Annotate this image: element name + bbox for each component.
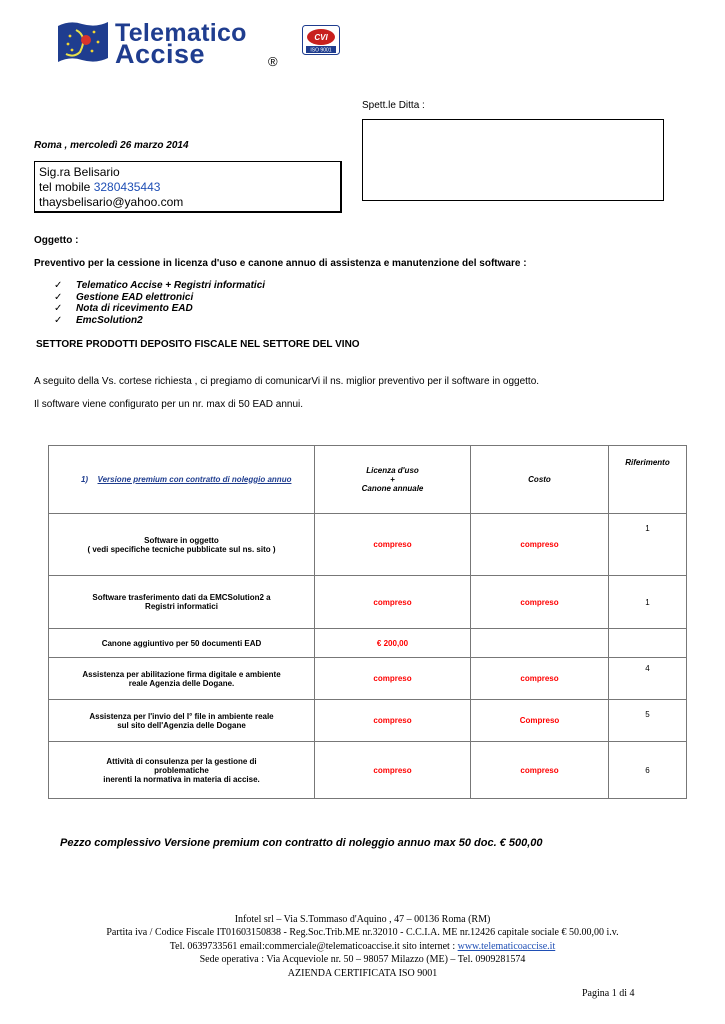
row-description — [49, 658, 315, 700]
column-header-cost: Costo — [471, 446, 609, 514]
row-license-value: € 200,00 — [315, 629, 471, 658]
row-license-value: compreso — [315, 576, 471, 629]
footer-contacts-text: Tel. 0639733561 email:commerciale@telematicoaccise.it sito internet : — [169, 940, 458, 952]
row-reference: 4 — [609, 658, 687, 700]
cvi-iso-certification-badge-icon — [302, 25, 340, 55]
configuration-paragraph: Il software viene configurato per un nr. max di 50 EAD annui. — [34, 399, 304, 410]
row-description — [49, 742, 315, 799]
row-cost-value: compreso — [471, 576, 609, 629]
product-list — [54, 280, 265, 326]
column-header-reference: Riferimento — [609, 446, 687, 514]
iso-badge-text: ISO 9001 — [310, 47, 332, 54]
telematico-accise-logo-icon — [56, 18, 110, 66]
row-description-line: Registri informatici — [145, 602, 218, 611]
recipient-label: Spett.le Ditta : — [362, 100, 425, 111]
footer-contacts — [0, 940, 725, 953]
checkmark-icon: ✓ — [54, 291, 63, 303]
footer-legal-info: Partita iva / Codice Fiscale IT01603150838 - Reg.Soc.Trib.ME nr.32010 - C.C.I.A. ME nr.12426 capitale sociale € 50.00,00 i.v. — [106, 927, 619, 939]
row-description-line: Assistenza per l'invio del I° file in ambiente reale — [89, 711, 274, 721]
logo-text-accise: Accise — [115, 39, 206, 69]
column-header-license-plus: + — [390, 475, 395, 484]
footer-certification: AZIENDA CERTIFICATA ISO 9001 — [287, 967, 438, 979]
row-license-value: compreso — [315, 700, 471, 742]
footer-operative-office: Sede operativa : Via Acqueviole nr. 50 – 98057 Milazzo (ME) – Tel. 0909281574 — [199, 954, 526, 966]
row-description: Canone aggiuntivo per 50 documenti EAD — [49, 629, 315, 658]
column-header-license-line: Licenza d'uso — [366, 466, 419, 475]
row-cost-value: compreso — [471, 658, 609, 700]
contact-name: Sig.ra Belisario — [39, 165, 120, 179]
subject-description: Preventivo per la cessione in licenza d'uso e canone annuo di assistenza e manutenzione del software : — [34, 258, 527, 269]
contact-box — [34, 161, 342, 213]
offer-table — [48, 445, 687, 799]
row-description — [49, 514, 315, 576]
row-cost-value — [471, 629, 609, 658]
page-number: Pagina 1 di 4 — [582, 988, 635, 999]
column-header-license-line: Canone annuale — [361, 484, 424, 493]
row-license-value: compreso — [315, 742, 471, 799]
table-header-row — [49, 446, 687, 514]
offer-title-number: 1) — [80, 474, 89, 484]
table-row — [49, 514, 687, 576]
checkmark-icon: ✓ — [54, 303, 63, 314]
table-row — [49, 700, 687, 742]
registered-mark: ® — [268, 54, 278, 69]
list-item — [54, 303, 265, 315]
table-row — [49, 629, 687, 658]
row-reference — [609, 629, 687, 658]
column-header-license — [315, 446, 471, 514]
subject-label: Oggetto : — [34, 235, 79, 246]
list-item — [54, 315, 265, 327]
offer-title — [49, 446, 315, 514]
table-row — [49, 658, 687, 700]
row-description-line: inerenti la normativa in materia di accise. — [103, 774, 260, 784]
total-price-line: Pezzo complessivo Versione premium con contratto di noleggio annuo max 50 doc. € 500,00 — [60, 837, 543, 849]
website-link[interactable]: www.telematicoaccise.it — [457, 940, 556, 952]
row-description-line: reale Agenzia delle Dogane. — [128, 678, 235, 688]
table-row — [49, 576, 687, 629]
row-reference: 5 — [609, 700, 687, 742]
row-description-line: sul sito dell'Agenzia delle Dogane — [117, 720, 246, 730]
product-name: Nota di ricevimento EAD — [76, 303, 193, 314]
row-reference: 1 — [609, 514, 687, 576]
logo-text-telematico: Telematico — [115, 19, 247, 47]
row-description-line: Assistenza per abilitazione firma digitale e ambiente — [82, 669, 281, 679]
company-footer — [0, 913, 725, 980]
row-license-value: compreso — [315, 658, 471, 700]
row-cost-value: compreso — [471, 514, 609, 576]
row-description — [49, 576, 315, 629]
recipient-address-box — [362, 119, 664, 201]
row-description-line: Software trasferimento dati da EMCSolution2 a — [92, 593, 271, 602]
sector-heading: SETTORE PRODOTTI DEPOSITO FISCALE NEL SETTORE DEL VINO — [36, 339, 360, 350]
offer-title-text: Versione premium con contratto di noleggio annuo — [97, 474, 292, 484]
row-cost-value: Compreso — [471, 700, 609, 742]
cvi-badge-text: CVI — [314, 33, 328, 42]
contact-phone-line — [39, 180, 340, 195]
row-cost-value: compreso — [471, 742, 609, 799]
product-name: EmcSolution2 — [76, 314, 143, 326]
table-row — [49, 742, 687, 799]
row-description-line: Attività di consulenza per la gestione di — [106, 756, 257, 766]
row-reference: 6 — [609, 742, 687, 799]
footer-address: Infotel srl – Via S.Tommaso d'Aquino , 47 – 00136 Roma (RM) — [234, 914, 491, 925]
date-line: Roma , mercoledì 26 marzo 2014 — [34, 140, 189, 151]
contact-email: thaysbelisario@yahoo.com — [39, 195, 184, 209]
contact-phone-link[interactable]: 3280435443 — [90, 180, 161, 194]
row-description-line: Software in oggetto — [144, 535, 219, 545]
checkmark-icon: ✓ — [54, 280, 63, 291]
list-item — [54, 292, 265, 304]
intro-paragraph: A seguito della Vs. cortese richiesta , ci pregiamo di comunicarVi il ns. miglior preventivo per il software in oggetto. — [34, 376, 540, 387]
row-description-line: ( vedi specifiche tecniche pubblicate sul ns. sito ) — [87, 544, 276, 554]
row-description — [49, 700, 315, 742]
contact-phone-label: tel mobile — [39, 180, 91, 194]
row-description-line: problematiche — [154, 765, 209, 775]
list-item — [54, 280, 265, 292]
product-name: Gestione EAD elettronici — [76, 291, 194, 303]
checkmark-icon: ✓ — [54, 314, 63, 326]
product-name: Telematico Accise + Registri informatici — [76, 280, 266, 291]
row-license-value: compreso — [315, 514, 471, 576]
row-reference: 1 — [609, 576, 687, 629]
